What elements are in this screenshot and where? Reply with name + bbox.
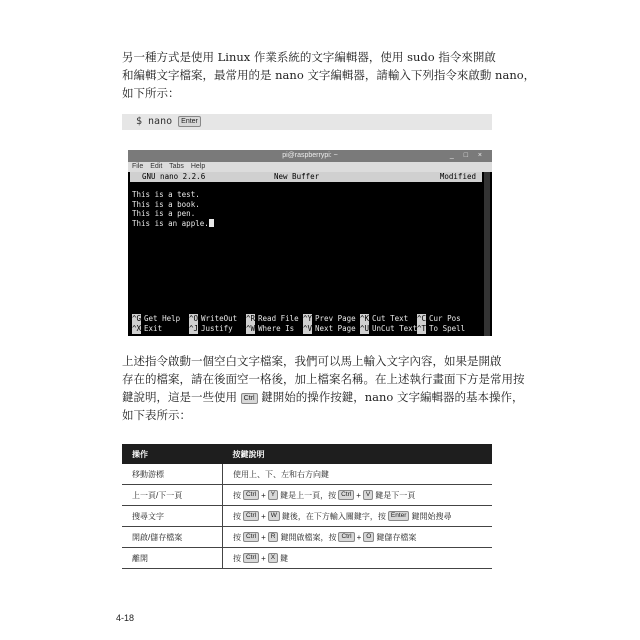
help-key: ^X	[132, 324, 142, 333]
desc-text: 按	[233, 532, 241, 542]
header-operation: 操作	[122, 444, 223, 464]
command-text: $ nano	[136, 116, 173, 127]
cursor-icon	[209, 219, 214, 227]
desc-text: 鍵開始搜尋	[411, 511, 452, 521]
text-buffer[interactable]	[132, 190, 214, 228]
key-cap: X	[268, 553, 278, 563]
menu-file[interactable]: File	[132, 163, 144, 170]
desc-text: 按	[233, 553, 241, 563]
help-item	[246, 324, 294, 334]
body-line: 如下表所示：	[122, 408, 191, 422]
help-key: ^J	[189, 324, 199, 333]
operation-cell: 離開	[122, 548, 223, 569]
buffer-line: This is a test.	[132, 190, 200, 199]
key-cap: O	[363, 532, 374, 542]
operation-cell: 開啟/儲存檔案	[122, 527, 223, 548]
desc-text: 鍵開啟檔案，按	[280, 532, 337, 542]
help-label: Exit	[144, 324, 163, 333]
help-item	[189, 314, 237, 324]
plus-sign: +	[356, 532, 362, 542]
menu-edit[interactable]: Edit	[150, 163, 163, 170]
help-key: ^K	[360, 314, 370, 323]
key-cap: Ctrl	[243, 553, 259, 563]
help-label: Get Help	[144, 314, 181, 323]
help-item	[189, 324, 233, 334]
shortcut-table	[122, 444, 492, 569]
operation-cell: 上一頁/下一頁	[122, 485, 223, 506]
help-item	[132, 314, 180, 324]
window-controls-icon[interactable]: _ □ ×	[449, 152, 486, 159]
terminal-title: pi@raspberrypi: ~	[282, 152, 338, 159]
help-key: ^T	[417, 324, 427, 333]
nano-header	[130, 172, 482, 182]
help-label: To Spell	[429, 324, 466, 333]
key-cap: Y	[268, 490, 278, 500]
help-item	[417, 314, 461, 324]
buffer-line: This is an apple.	[132, 218, 209, 228]
body-line: 上述指令啟動一個空白文字檔案，我們可以馬上輸入文字內容，如果是開啟	[122, 354, 502, 368]
intro-paragraph	[122, 48, 536, 102]
command-box	[122, 114, 492, 130]
modified-status: Modified	[439, 172, 476, 181]
help-label: Prev Page	[315, 314, 356, 323]
operation-cell: 搜尋文字	[122, 506, 223, 527]
help-key: ^W	[246, 324, 256, 333]
desc-text: 鍵是上一頁，按	[280, 490, 337, 500]
help-label: Justify	[201, 324, 233, 333]
help-label: Cur Pos	[429, 314, 461, 323]
plus-sign: +	[261, 553, 266, 563]
table-header-row	[122, 444, 492, 464]
description-cell	[223, 548, 493, 569]
table-row	[122, 485, 492, 506]
help-key: ^U	[360, 324, 370, 333]
plus-sign: +	[261, 511, 266, 521]
desc-text: 按	[233, 511, 241, 521]
description-cell	[223, 506, 493, 527]
buffer-line: This is a pen.	[132, 209, 196, 218]
buffer-line: This is a book.	[132, 199, 200, 209]
help-key: ^G	[132, 314, 142, 323]
desc-text: 鍵儲存檔案	[376, 532, 417, 542]
terminal-window	[128, 150, 492, 336]
help-item	[360, 314, 408, 324]
help-label: Next Page	[315, 324, 356, 333]
help-key: ^R	[246, 314, 256, 323]
description-cell	[223, 485, 493, 506]
body-paragraph	[122, 352, 525, 424]
intro-line: 如下所示：	[122, 86, 180, 100]
intro-line: 和編輯文字檔案，最常用的是 nano 文字編輯器，請輸入下列指令來啟動 nano，	[122, 68, 536, 82]
intro-line: 另一種方式是使用 Linux 作業系統的文字編輯器，使用 sudo 指令來開啟	[122, 50, 496, 64]
key-cap: Ctrl	[338, 532, 354, 542]
key-cap: W	[268, 511, 280, 521]
table-row	[122, 506, 492, 527]
nano-version: GNU nano 2.2.6	[142, 172, 206, 181]
table-row	[122, 527, 492, 548]
key-cap: R	[268, 532, 279, 542]
buffer-name: New Buffer	[274, 172, 320, 181]
operation-cell: 移動游標	[122, 464, 223, 485]
help-key: ^C	[417, 314, 427, 323]
enter-key: Enter	[178, 116, 201, 127]
terminal-menubar	[128, 162, 492, 172]
key-cap: Ctrl	[243, 490, 259, 500]
plus-sign: +	[261, 532, 266, 542]
help-label: Cut Text	[372, 314, 409, 323]
table-row	[122, 548, 492, 569]
help-item	[303, 314, 356, 324]
description-cell: 使用上、下、左和右方向鍵	[223, 464, 493, 485]
help-item	[417, 324, 465, 334]
key-cap: Enter	[388, 511, 410, 521]
key-cap: Ctrl	[243, 532, 259, 542]
help-label: Read File	[258, 314, 299, 323]
body-text: 鍵說明，這是一些使用	[122, 390, 237, 404]
help-row-1	[132, 314, 488, 324]
help-key: ^O	[189, 314, 199, 323]
plus-sign: +	[261, 490, 266, 500]
description-cell	[223, 527, 493, 548]
key-cap: Ctrl	[338, 490, 354, 500]
help-item	[360, 324, 417, 334]
body-line	[122, 388, 524, 406]
help-key: ^V	[303, 324, 313, 333]
menu-tabs[interactable]: Tabs	[169, 163, 184, 170]
key-cap: V	[363, 490, 373, 500]
help-key: ^Y	[303, 314, 313, 323]
desc-text: 鍵後，在下方輸入關鍵字，按	[281, 511, 386, 521]
help-item	[132, 324, 162, 334]
plus-sign: +	[356, 490, 361, 500]
terminal-scrollbar[interactable]	[484, 172, 490, 336]
table-row	[122, 464, 492, 485]
body-line: 存在的檔案，請在後面空一格後，加上檔案名稱。在上述執行畫面下方是常用按	[122, 372, 525, 386]
body-text: 鍵開始的操作按鍵，nano 文字編輯器的基本操作，	[261, 390, 524, 404]
ctrl-key: Ctrl	[241, 393, 258, 404]
desc-text: 按	[233, 490, 241, 500]
menu-help[interactable]: Help	[190, 163, 206, 170]
page-number: 4-18	[116, 613, 135, 623]
help-row-2	[132, 324, 488, 334]
terminal-titlebar	[128, 150, 492, 162]
help-item	[246, 314, 299, 324]
help-item	[303, 324, 356, 334]
desc-text: 鍵是下一頁	[375, 490, 416, 500]
help-label: UnCut Text	[372, 324, 418, 333]
key-cap: Ctrl	[243, 511, 259, 521]
help-label: Where Is	[258, 324, 295, 333]
help-label: WriteOut	[201, 314, 238, 323]
header-description: 按鍵說明	[223, 444, 493, 464]
desc-text: 鍵	[280, 553, 289, 563]
